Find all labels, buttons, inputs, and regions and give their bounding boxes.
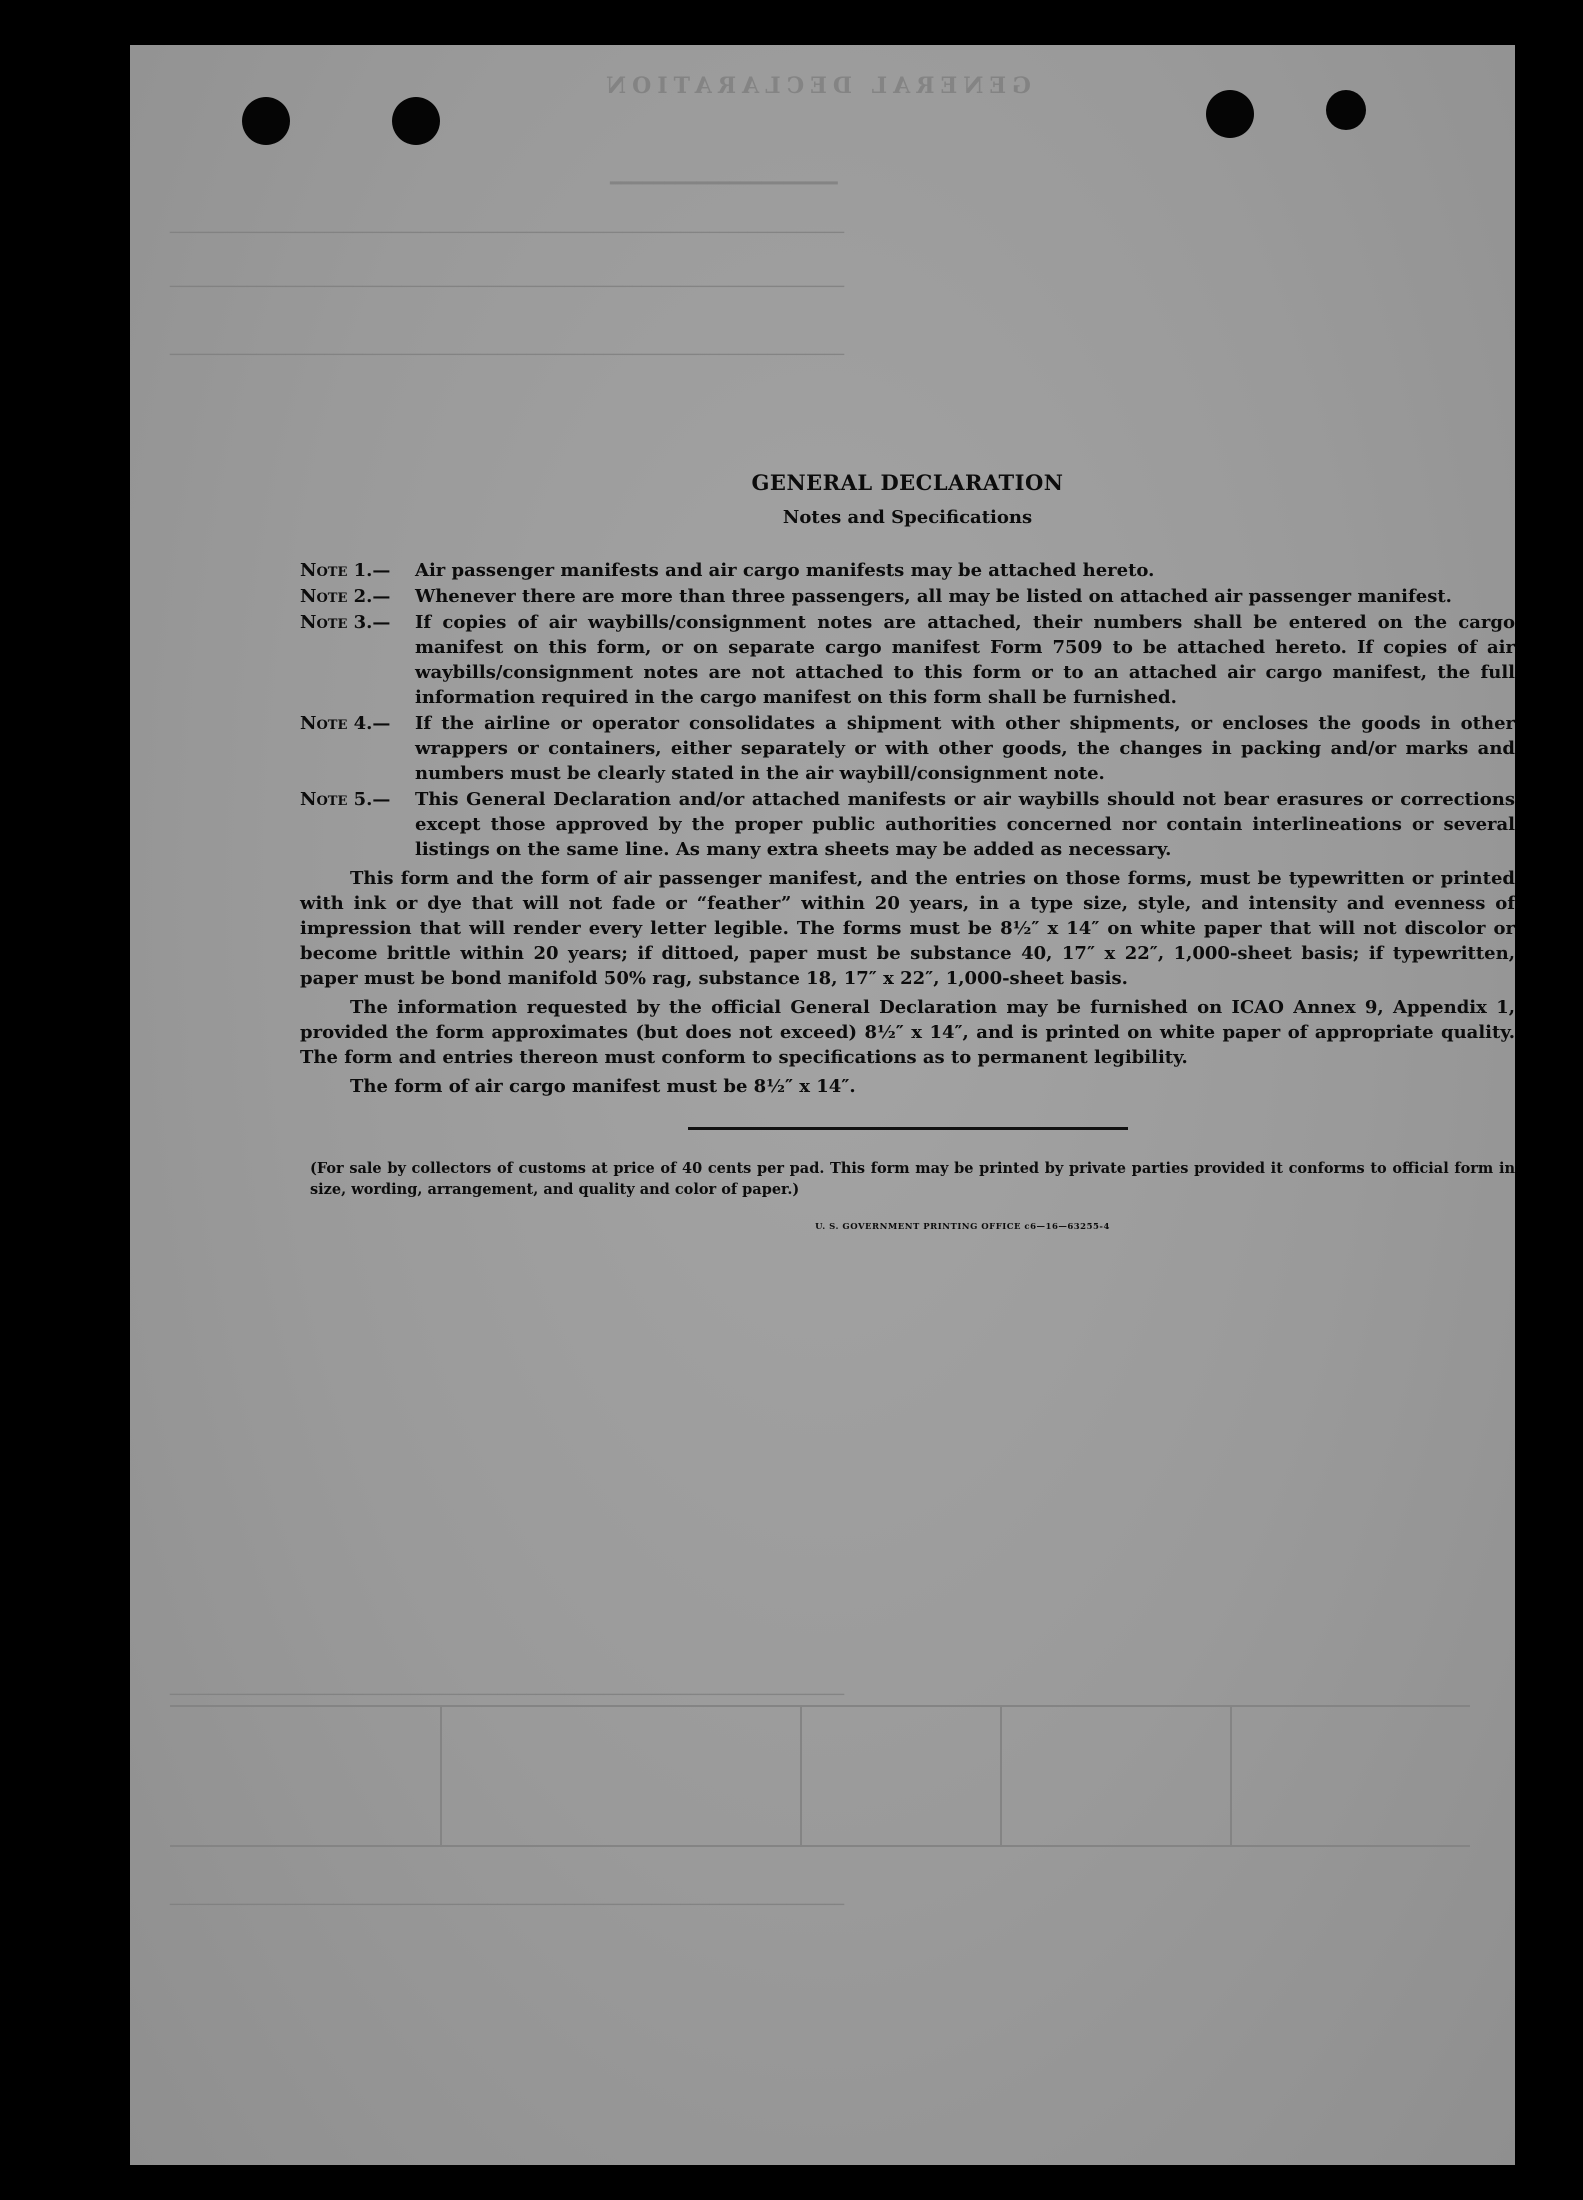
note-text: If the airline or operator consolidates a shipment with other shipments, or encloses the goods in other wrappers or containers, either separately or with other goods, the changes in packing and/or marks and numbers must be clearly stated in the air waybill/consignment note. xyxy=(415,713,1515,784)
punch-hole-left-2 xyxy=(392,97,440,145)
cargo-manifest-size-paragraph: The form of air cargo manifest must be 8½″ x 14″. xyxy=(350,1076,856,1097)
bleed-through-line: ────────────────────────────────────────────────────────────────────── xyxy=(170,1685,845,1704)
bleed-through-grid xyxy=(800,1705,802,1845)
sale-notice: (For sale by collectors of customs at price of 40 cents per pad. This form may be printed by private parties provided it conforms to official form in size, wording, arrangement, and quality and color of paper.) xyxy=(310,1160,1515,1198)
note-text: Whenever there are more than three passengers, all may be listed on attached air passenger manifest. xyxy=(415,586,1452,607)
note-label: Note 2.— xyxy=(300,586,391,607)
bleed-through-line: ────────────────────────────────────────────────────────────────────── xyxy=(170,1895,845,1914)
note-label: Note 1.— xyxy=(300,560,391,581)
form-specification-paragraph: This form and the form of air passenger manifest, and the entries on those forms, must be typewritten or printed with ink or dye that will not fade or “feather” within 20 years, in a type size, style, and intensity and evenness of impression that will render every letter legible. The forms must be 8½″ x 14″ on white paper that will not discolor or become brittle within 20 years; if dittoed, paper must be substance 40, 17″ x 22″, 1,000-sheet basis; if typewritten, paper must be bond manifold 50% rag, substance 18, 17″ x 22″, 1,000-sheet basis. xyxy=(300,868,1515,989)
horizontal-rule xyxy=(688,1127,1128,1130)
note-text: Air passenger manifests and air cargo manifests may be attached hereto. xyxy=(415,560,1155,581)
note-label: Note 5.— xyxy=(300,789,391,810)
bleed-through-heading: GENERAL DECLARATION xyxy=(600,73,1031,99)
printer-line: U. S. GOVERNMENT PRINTING OFFICE c6—16—63255-4 xyxy=(815,1222,1110,1232)
bleed-through-line: ────────────────────────────────────────────────────────────────────── xyxy=(170,345,845,364)
bleed-through-grid xyxy=(1000,1705,1002,1845)
bleed-through-line: ────────────────────────────────────────────────────────────────────── xyxy=(170,223,845,242)
note-3 xyxy=(300,610,1515,710)
note-label: Note 3.— xyxy=(300,612,391,633)
punch-hole-right-2 xyxy=(1326,90,1366,130)
note-1 xyxy=(300,558,1515,583)
icao-paragraph: The information requested by the official General Declaration may be furnished on ICAO Annex 9, Appendix 1, provided the form approximates (but does not exceed) 8½″ x 14″, and is printed on white paper of appropriate quality. The form and entries thereon must conform to specifications as to permanent legibility. xyxy=(300,997,1515,1068)
bleed-through-grid xyxy=(1230,1705,1232,1845)
note-label: Note 4.— xyxy=(300,713,391,734)
note-text: This General Declaration and/or attached manifests or air waybills should not bear erasures or corrections except those approved by the proper public authorities concerned nor contain interlineations or several listings on the same line. As many extra sheets may be added as necessary. xyxy=(415,789,1515,860)
bleed-through-grid xyxy=(440,1705,442,1845)
punch-hole-right-1 xyxy=(1206,90,1254,138)
note-5 xyxy=(300,787,1515,862)
document-page xyxy=(130,45,1515,2165)
note-2 xyxy=(300,584,1515,609)
bleed-through-grid xyxy=(170,1705,1470,1707)
document-body xyxy=(300,470,1515,1232)
note-4 xyxy=(300,711,1515,786)
note-text: If copies of air waybills/consignment notes are attached, their numbers shall be entered on the cargo manifest on this form, or on separate cargo manifest Form 7509 to be attached hereto. If copies of air waybills/consignment notes are not attached to this form or to an attached air cargo manifest, the full information required in the cargo manifest on this form shall be furnished. xyxy=(415,612,1515,708)
punch-hole-left-1 xyxy=(242,97,290,145)
bleed-through-grid xyxy=(170,1845,1470,1847)
document-title: GENERAL DECLARATION xyxy=(751,470,1064,495)
bleed-through-line: ━━━━━━━━━━━━━━━━━━━━━ xyxy=(610,173,838,194)
document-subtitle: Notes and Specifications xyxy=(782,507,1033,528)
bleed-through-line: ────────────────────────────────────────────────────────────────────── xyxy=(170,277,845,296)
